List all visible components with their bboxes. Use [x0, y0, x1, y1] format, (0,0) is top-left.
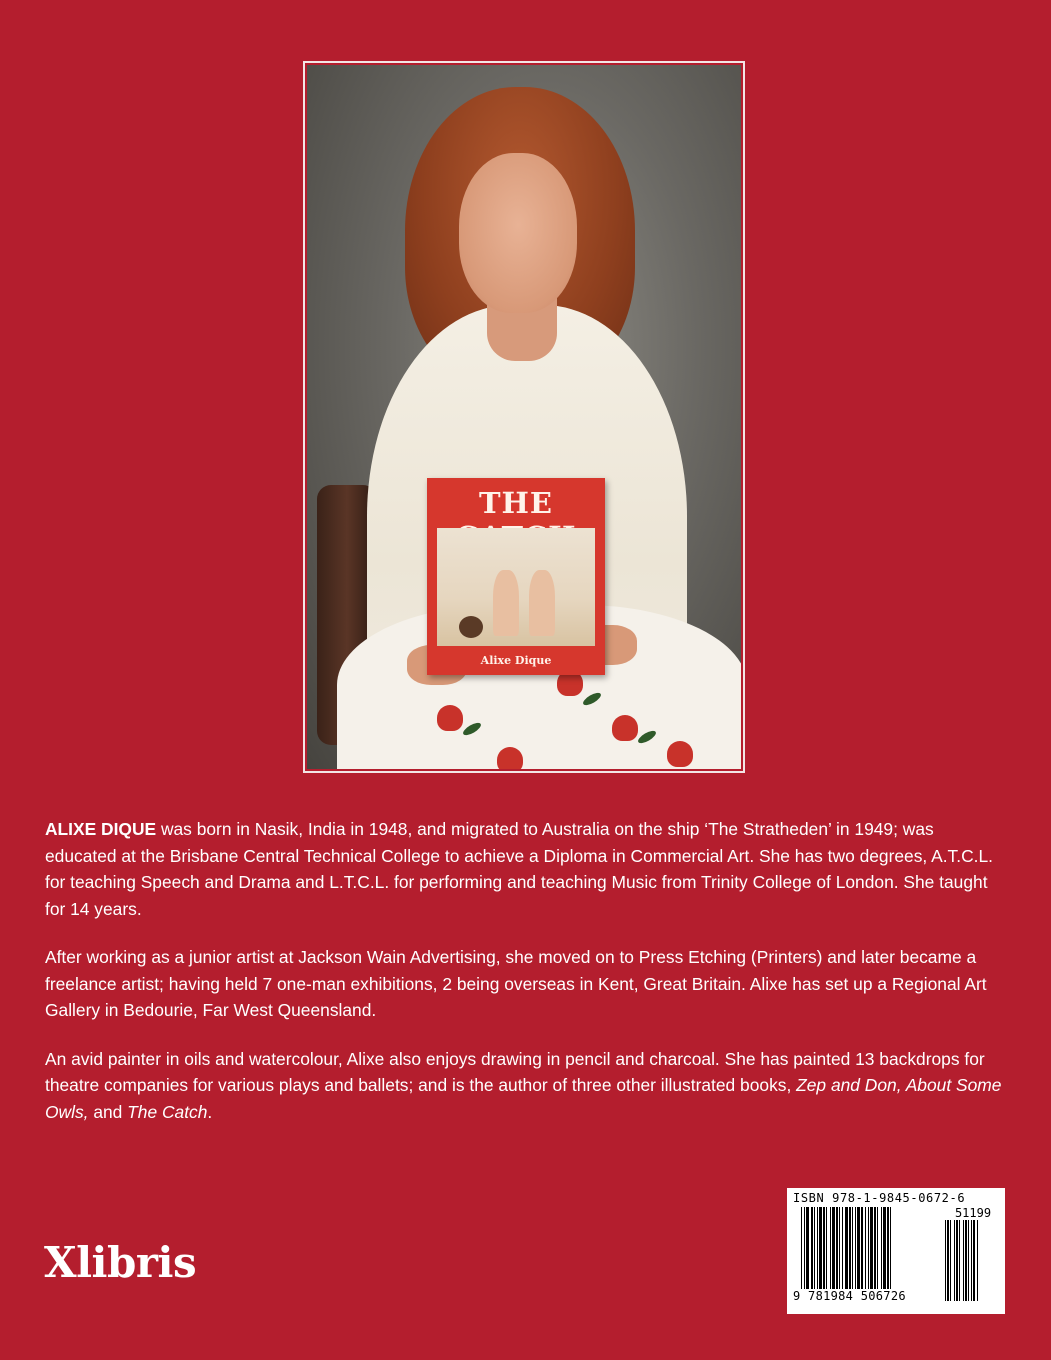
book-title-2: The Catch — [127, 1101, 208, 1122]
addon-barcode-bars — [945, 1220, 1001, 1301]
held-book-cover — [427, 478, 605, 675]
bio-and: and — [88, 1101, 128, 1122]
barcode-digits: 9 781984 506726 — [793, 1289, 943, 1303]
isbn-barcode — [787, 1188, 1005, 1314]
book-title-1: Zep and Don, About Some Owls, — [45, 1075, 1002, 1122]
author-photo — [307, 65, 741, 769]
book-cover-author: Alixe Dique — [480, 654, 552, 667]
barcode-gap — [978, 1220, 980, 1301]
bio-paragraph-3-text: An avid painter in oils and watercolour, Alixe also enjoys drawing in pencil and charcoal. She has painted 13 backdrops for theatre companies for various plays and ballets; and is the author of three other illustrated books, — [45, 1048, 985, 1095]
rose-print — [437, 705, 463, 731]
child-illustration — [493, 570, 519, 636]
bio-paragraph-2: After working as a junior artist at Jackson Wain Advertising, she moved on to Press Etching (Printers) and later became a freelance artist; having held 7 one-man exhibitions, 2 being overseas in Kent, Great Britain. Alixe has set up a Regional Art Gallery in Bedourie, Far West Queensland. — [45, 947, 987, 1020]
price-code: 51199 — [954, 1206, 992, 1220]
barcode-gap — [891, 1207, 893, 1291]
rose-print — [667, 741, 693, 767]
book-cover-title: THE — [478, 486, 554, 520]
dog-illustration — [459, 616, 483, 638]
author-name: ALIXE DIQUE — [45, 819, 157, 839]
smiling-face — [459, 153, 577, 313]
bio-period: . — [207, 1101, 213, 1122]
ean-barcode-bars — [801, 1207, 941, 1291]
author-bio — [45, 816, 1010, 1147]
author-photo-frame — [303, 61, 745, 773]
rose-print — [612, 715, 638, 741]
isbn-label: ISBN 978-1-9845-0672-6 — [793, 1191, 966, 1205]
bio-paragraph-1-text: was born in Nasik, India in 1948, and migrated to Australia on the ship ‘The Stratheden’ in 1949; was educated at the Brisbane Central Technical College to achieve a Diploma in Commercial Art. She has two degrees, A.T.C.L. for teaching Speech and Drama and L.T.C.L. for performing and teaching Music from Trinity College of London. She taught for 14 years. — [45, 819, 993, 919]
bio-paragraph-1 — [45, 816, 1010, 922]
rose-print — [497, 747, 523, 769]
publisher-logo: Xlibris — [44, 1238, 197, 1287]
child-illustration — [529, 570, 555, 636]
bio-paragraph-3 — [45, 1046, 1010, 1126]
barcode-bars-row — [793, 1207, 999, 1301]
book-cover-illustration — [437, 528, 595, 646]
